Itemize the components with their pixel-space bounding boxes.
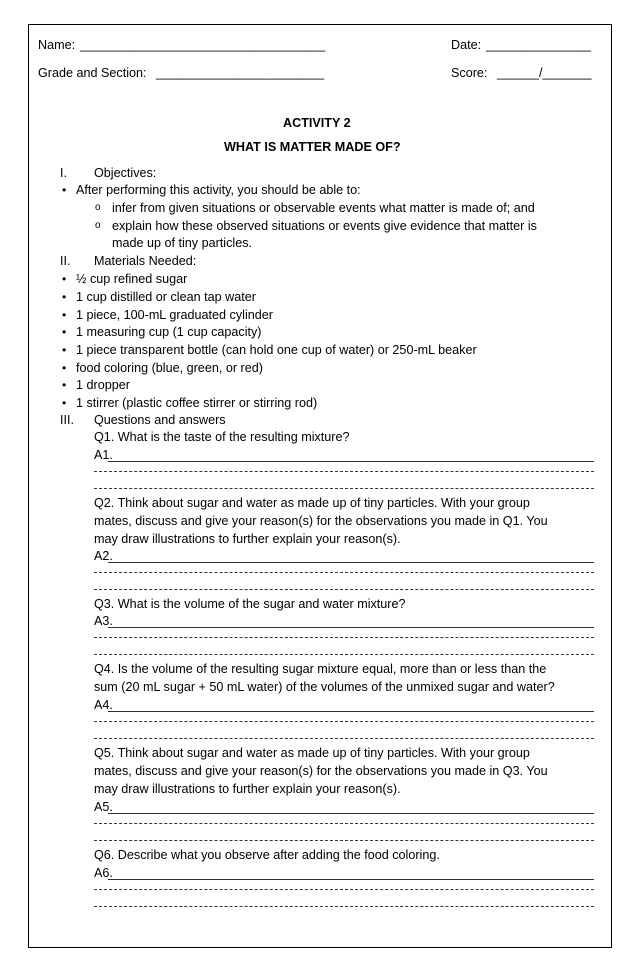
answer-6-line[interactable] (94, 889, 594, 890)
answer-6-label: A6. (94, 866, 113, 880)
material-item: 1 piece transparent bottle (can hold one cup of water) or 250-mL beaker (76, 343, 477, 357)
material-item: food coloring (blue, green, or red) (76, 361, 263, 375)
question-5-text: may draw illustrations to further explain your reason(s). (94, 782, 401, 796)
answer-6-line[interactable] (108, 879, 594, 880)
bullet-icon: • (62, 396, 67, 410)
hollow-circle-icon: o (95, 202, 101, 213)
question-4-text: Q4. Is the volume of the resulting sugar mixture equal, more than or less than the (94, 662, 547, 676)
material-item: ½ cup refined sugar (76, 272, 188, 286)
answer-5-line[interactable] (94, 823, 594, 824)
answer-4-line[interactable] (108, 711, 594, 712)
question-2-text: Q2. Think about sugar and water as made up of tiny particles. With your group (94, 496, 530, 510)
name-blank[interactable]: ___________________________________ (80, 38, 326, 52)
grade-section-label: Grade and Section: (38, 66, 147, 80)
hollow-circle-icon: o (95, 220, 101, 231)
answer-3-line[interactable] (108, 627, 594, 628)
answer-4-line[interactable] (94, 738, 594, 739)
date-label: Date: (451, 38, 482, 52)
answer-5-line[interactable] (108, 813, 594, 814)
question-4-text: sum (20 mL sugar + 50 mL water) of the volumes of the unmixed sugar and water? (94, 680, 555, 694)
score-blank[interactable]: ______/_______ (497, 66, 592, 80)
bullet-icon: • (62, 361, 67, 375)
answer-5-label: A5. (94, 800, 113, 814)
material-item: 1 dropper (76, 378, 130, 392)
material-item: 1 piece, 100-mL graduated cylinder (76, 308, 273, 322)
question-2-text: may draw illustrations to further explain your reason(s). (94, 532, 401, 546)
answer-5-line[interactable] (94, 840, 594, 841)
score-label: Score: (451, 66, 488, 80)
bullet-icon: • (62, 378, 67, 392)
name-label: Name: (38, 38, 76, 52)
bullet-icon: • (62, 272, 67, 286)
answer-1-label: A1. (94, 448, 113, 462)
bullet-icon: • (62, 325, 67, 339)
section-1-numeral: I. (60, 166, 67, 180)
activity-title: ACTIVITY 2 (283, 116, 351, 130)
answer-4-line[interactable] (94, 721, 594, 722)
question-5-text: Q5. Think about sugar and water as made up of tiny particles. With your group (94, 746, 530, 760)
answer-3-line[interactable] (94, 637, 594, 638)
section-3-heading: Questions and answers (94, 413, 226, 427)
answer-6-line[interactable] (94, 906, 594, 907)
answer-4-label: A4. (94, 698, 113, 712)
objective-1: infer from given situations or observable events what matter is made of; and (112, 201, 535, 215)
question-6-text: Q6. Describe what you observe after adding the food coloring. (94, 848, 440, 862)
question-1-text: Q1. What is the taste of the resulting mixture? (94, 430, 350, 444)
answer-2-line[interactable] (108, 562, 594, 563)
answer-2-line[interactable] (94, 572, 594, 573)
section-1-heading: Objectives: (94, 166, 157, 180)
section-2-numeral: II. (60, 254, 71, 268)
bullet-icon: • (62, 308, 67, 322)
material-item: 1 cup distilled or clean tap water (76, 290, 256, 304)
question-5-text: mates, discuss and give your reason(s) for the observations you made in Q3. You (94, 764, 548, 778)
answer-3-line[interactable] (94, 654, 594, 655)
objective-2-line-1: explain how these observed situations or events give evidence that matter is (112, 219, 537, 233)
bullet-icon: • (62, 290, 67, 304)
question-2-text: mates, discuss and give your reason(s) for the observations you made in Q1. You (94, 514, 548, 528)
section-3-numeral: III. (60, 413, 74, 427)
answer-2-line[interactable] (94, 589, 594, 590)
activity-subtitle: WHAT IS MATTER MADE OF? (224, 140, 401, 154)
answer-1-line[interactable] (108, 461, 594, 462)
grade-section-blank[interactable]: ________________________ (156, 66, 325, 80)
material-item: 1 measuring cup (1 cup capacity) (76, 325, 262, 339)
objective-2-line-2: made up of tiny particles. (112, 236, 253, 250)
bullet-icon: • (62, 343, 67, 357)
material-item: 1 stirrer (plastic coffee stirrer or stirring rod) (76, 396, 318, 410)
date-blank[interactable]: _______________ (486, 38, 592, 52)
answer-3-label: A3. (94, 614, 113, 628)
answer-1-line[interactable] (94, 471, 594, 472)
question-3-text: Q3. What is the volume of the sugar and water mixture? (94, 597, 406, 611)
bullet-icon: • (62, 183, 67, 197)
section-2-heading: Materials Needed: (94, 254, 197, 268)
answer-1-line[interactable] (94, 488, 594, 489)
answer-2-label: A2. (94, 549, 113, 563)
page-border (28, 24, 612, 948)
objectives-intro: After performing this activity, you should be able to: (76, 183, 361, 197)
